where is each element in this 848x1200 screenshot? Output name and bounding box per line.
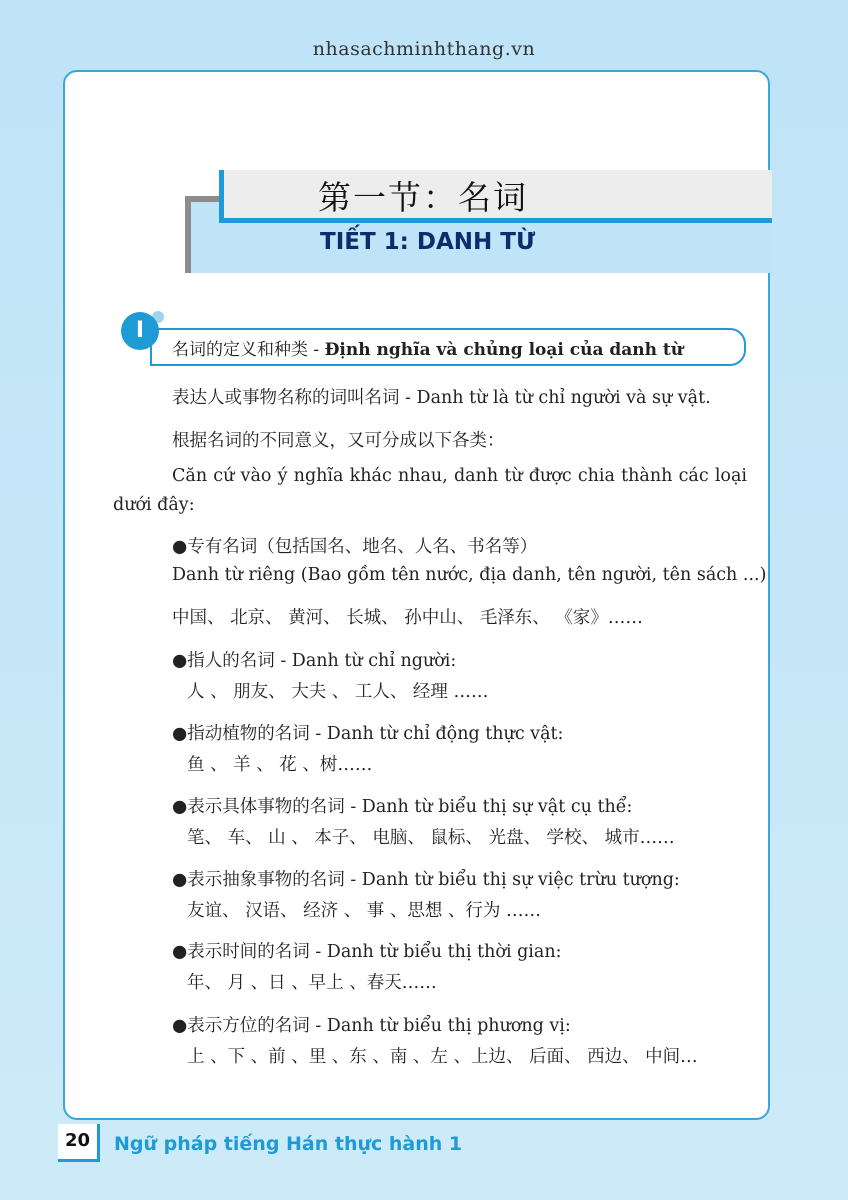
section-heading (172, 335, 683, 360)
abstract-noun-examples: 友谊、 汉语、 经济 、 事 、思想 、行为 …… (187, 901, 541, 921)
chapter-title-chinese: 第一节：名词 (318, 178, 528, 217)
definition-text: 表达人或事物名称的词叫名词 - Danh từ là từ chỉ người và sự vật. (172, 388, 711, 408)
page-number: 20 (58, 1124, 100, 1162)
classify-vietnamese: Căn cứ vào ý nghĩa khác nhau, danh từ được chia thành các loại dưới đây: (113, 466, 747, 515)
person-noun-heading: ●指人的名词 - Danh từ chỉ người: (172, 651, 457, 671)
time-noun-heading: ●表示时间的名词 - Danh từ biểu thị thời gian: (172, 942, 562, 962)
title-accent-blue-vertical (219, 170, 224, 223)
direction-noun-examples: 上 、下 、前 、里 、东 、南 、左 、上边、 后面、 西边、 中间… (187, 1047, 698, 1067)
site-url: nhasachminhthang.vn (312, 38, 536, 60)
person-noun-examples: 人 、 朋友、 大夫 、 工人、 经理 …… (187, 682, 489, 702)
title-accent-gray-horizontal (185, 196, 221, 202)
section-heading-vietnamese: Định nghĩa và chủng loại của danh từ (324, 340, 684, 360)
concrete-noun-examples: 笔、 车、 山 、 本子、 电脑、 鼠标、 光盘、 学校、 城市…… (187, 828, 675, 848)
animal-plant-noun-heading: ●指动植物的名词 - Danh từ chỉ động thực vật: (172, 724, 564, 744)
proper-noun-examples: 中国、 北京、 黄河、 长城、 孙中山、 毛泽东、 《家》…… (172, 608, 643, 628)
proper-noun-heading: ●专有名词（包括国名、地名、人名、书名等） (172, 537, 538, 557)
section-number-badge: I (121, 312, 159, 350)
book-title: Ngữ pháp tiếng Hán thực hành 1 (114, 1133, 463, 1155)
chapter-title-vietnamese: TIẾT 1: DANH TỪ (320, 229, 536, 255)
title-accent-gray-vertical (185, 196, 191, 273)
classify-chinese: 根据名词的不同意义，又可分成以下各类： (172, 431, 505, 451)
proper-noun-vietnamese: Danh từ riêng (Bao gồm tên nước, địa danh, tên người, tên sách ...) (172, 565, 767, 585)
abstract-noun-heading: ●表示抽象事物的名词 - Danh từ biểu thị sự việc trừu tượng: (172, 870, 680, 890)
concrete-noun-heading: ●表示具体事物的名词 - Danh từ biểu thị sự vật cụ thể: (172, 797, 633, 817)
direction-noun-heading: ●表示方位的名词 - Danh từ biểu thị phương vị: (172, 1016, 571, 1036)
time-noun-examples: 年、 月 、日 、早上 、春天…… (187, 973, 437, 993)
animal-plant-noun-examples: 鱼 、 羊 、 花 、树…… (187, 755, 373, 775)
section-heading-chinese: 名词的定义和种类 - (172, 340, 325, 360)
